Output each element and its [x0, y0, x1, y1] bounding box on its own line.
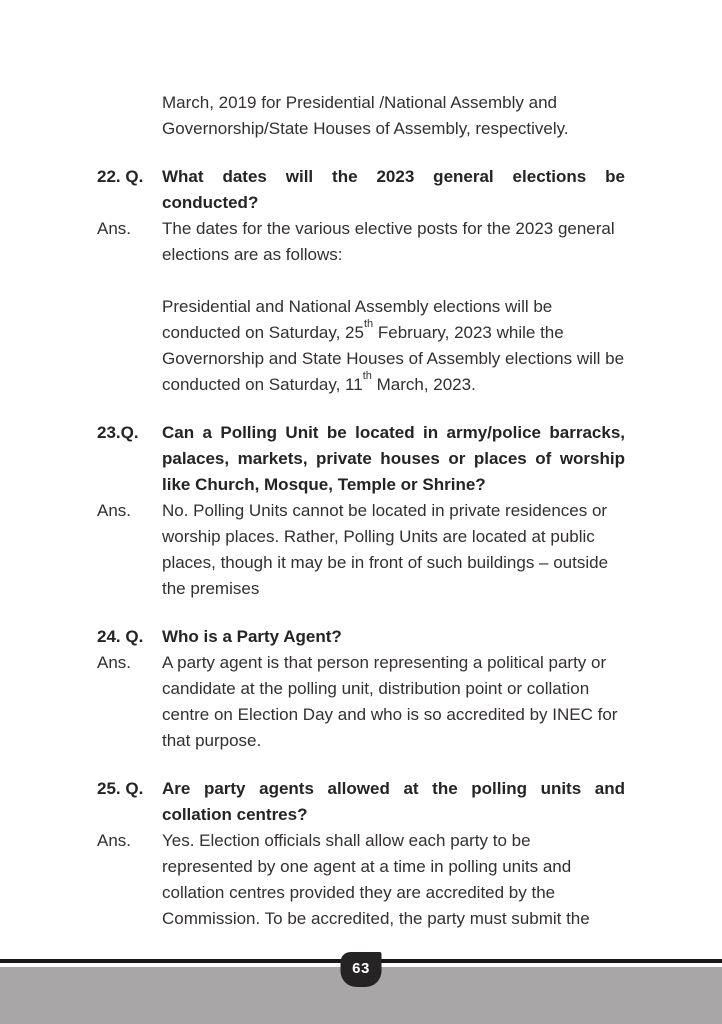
answer-text: Yes. Election officials shall allow each party to be represented by one agent at a time in polling units and collation centres provided they are accredited by the Commission. To be accredited, the party must submit the — [162, 831, 590, 928]
intro-text: March, 2019 for Presidential /National Assembly and Governorship/State Houses of Assembly, respectively. — [162, 93, 569, 138]
answer-row — [97, 650, 625, 754]
qa-item-25 — [97, 776, 625, 932]
answer-text: A party agent is that person representing a political party or candidate at the polling unit, distribution point or collation centre on Election Day and who is so accredited by INEC for that purpose. — [162, 653, 618, 750]
page-number: 63 — [352, 959, 370, 977]
question-number: 22. Q. — [97, 167, 144, 186]
question-text: What dates will the 2023 general elections be conducted? — [162, 167, 625, 212]
answer-label: Ans. — [97, 653, 132, 672]
ordinal-suffix: th — [362, 369, 372, 382]
qa-item-23 — [97, 420, 625, 602]
ordinal-suffix: th — [363, 317, 374, 330]
question-text: Are party agents allowed at the polling units and collation centres? — [162, 779, 625, 824]
answer-label: Ans. — [97, 831, 132, 850]
question-text: Can a Polling Unit be located in army/police barracks, palaces, markets, private houses or places of worship like Church, Mosque, Temple or Shrine? — [162, 423, 625, 494]
question-row — [97, 164, 625, 216]
page-content — [97, 90, 625, 932]
question-number: 24. Q. — [97, 627, 144, 646]
answer-continuation — [162, 294, 625, 398]
qa-item-22 — [97, 164, 625, 398]
question-row — [97, 420, 625, 498]
answer-text: No. Polling Units cannot be located in private residences or worship places. Rather, Polling Units are located at public places, though it may be in front of such buildings – outside the premises — [162, 501, 609, 598]
intro-paragraph — [97, 90, 625, 142]
answer-text: The dates for the various elective posts for the 2023 general elections are as follows: — [162, 219, 615, 264]
answer-segment: March, 2023. — [371, 375, 476, 394]
page-number-badge — [341, 952, 382, 987]
answer-spacer — [97, 294, 162, 398]
question-row — [97, 776, 625, 828]
qa-item-24 — [97, 624, 625, 754]
question-row — [97, 624, 625, 650]
answer-row — [97, 498, 625, 602]
answer-label: Ans. — [97, 219, 132, 238]
answer-row — [97, 828, 625, 932]
answer-label: Ans. — [97, 501, 132, 520]
answer-segment: Presidential and National Assembly elections will be conducted on Saturday, 25 — [162, 297, 553, 342]
answer-row — [97, 216, 625, 268]
question-text: Who is a Party Agent? — [162, 627, 342, 646]
intro-spacer — [97, 90, 162, 142]
answer-continuation-row — [97, 294, 625, 398]
question-number: 25. Q. — [97, 779, 144, 798]
question-number: 23.Q. — [97, 423, 139, 442]
answer-segment: February, 2023 while the Governorship and State Houses of Assembly elections will be conducted on Saturday, 11 — [162, 323, 625, 394]
